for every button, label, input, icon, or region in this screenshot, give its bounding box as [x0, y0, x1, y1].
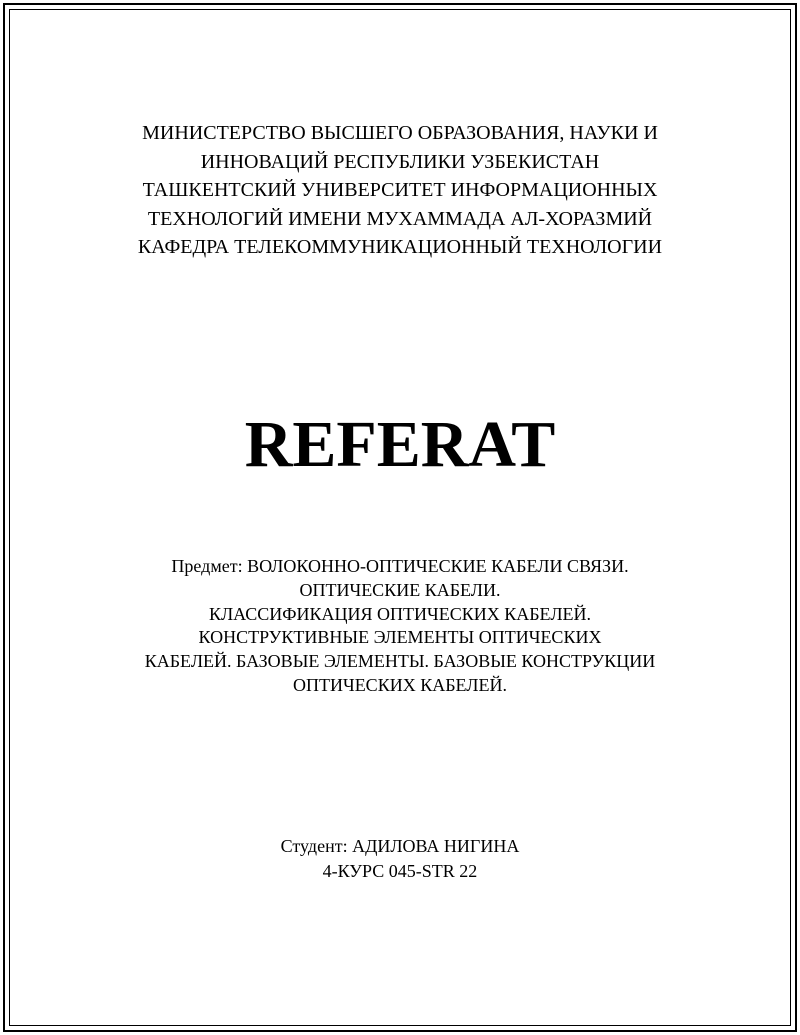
document-title: REFERAT	[244, 408, 556, 481]
student-group: 4-КУРС 045-STR 22	[322, 861, 478, 881]
header-line: ТАШКЕНТСКИЙ УНИВЕРСИТЕТ ИНФОРМАЦИОННЫХ	[142, 179, 658, 201]
subject-line: КОНСТРУКТИВНЫЕ ЭЛЕМЕНТЫ ОПТИЧЕСКИХ	[198, 627, 602, 648]
student-block	[0, 834, 800, 884]
header-line: ИННОВАЦИЙ РЕСПУБЛИКИ УЗБЕКИСТАН	[200, 150, 600, 173]
subject-line: ОПТИЧЕСКИЕ КАБЕЛИ.	[299, 579, 501, 600]
header-line: МИНИСТЕРСТВО ВЫСШЕГО ОБРАЗОВАНИЯ, НАУКИ И	[142, 122, 658, 144]
subject-line: ОПТИЧЕСКИХ КАБЕЛЕЙ.	[293, 674, 507, 695]
subject-line: КЛАССИФИКАЦИЯ ОПТИЧЕСКИХ КАБЕЛЕЙ.	[208, 603, 592, 624]
student-name: Студент: АДИЛОВА НИГИНА	[280, 836, 520, 856]
subject-block	[0, 555, 800, 698]
subject-line: КАБЕЛЕЙ. БАЗОВЫЕ ЭЛЕМЕНТЫ. БАЗОВЫЕ КОНСТРУКЦИИ	[144, 651, 656, 672]
institution-header	[0, 119, 800, 262]
header-line: ТЕХНОЛОГИЙ ИМЕНИ МУХАММАДА АЛ-ХОРАЗМИЙ	[147, 207, 653, 230]
subject-line: Предмет: ВОЛОКОННО-ОПТИЧЕСКИЕ КАБЕЛИ СВЯЗИ.	[171, 556, 629, 576]
header-line: КАФЕДРА ТЕЛЕКОММУНИКАЦИОННЫЙ ТЕХНОЛОГИИ	[137, 236, 663, 258]
